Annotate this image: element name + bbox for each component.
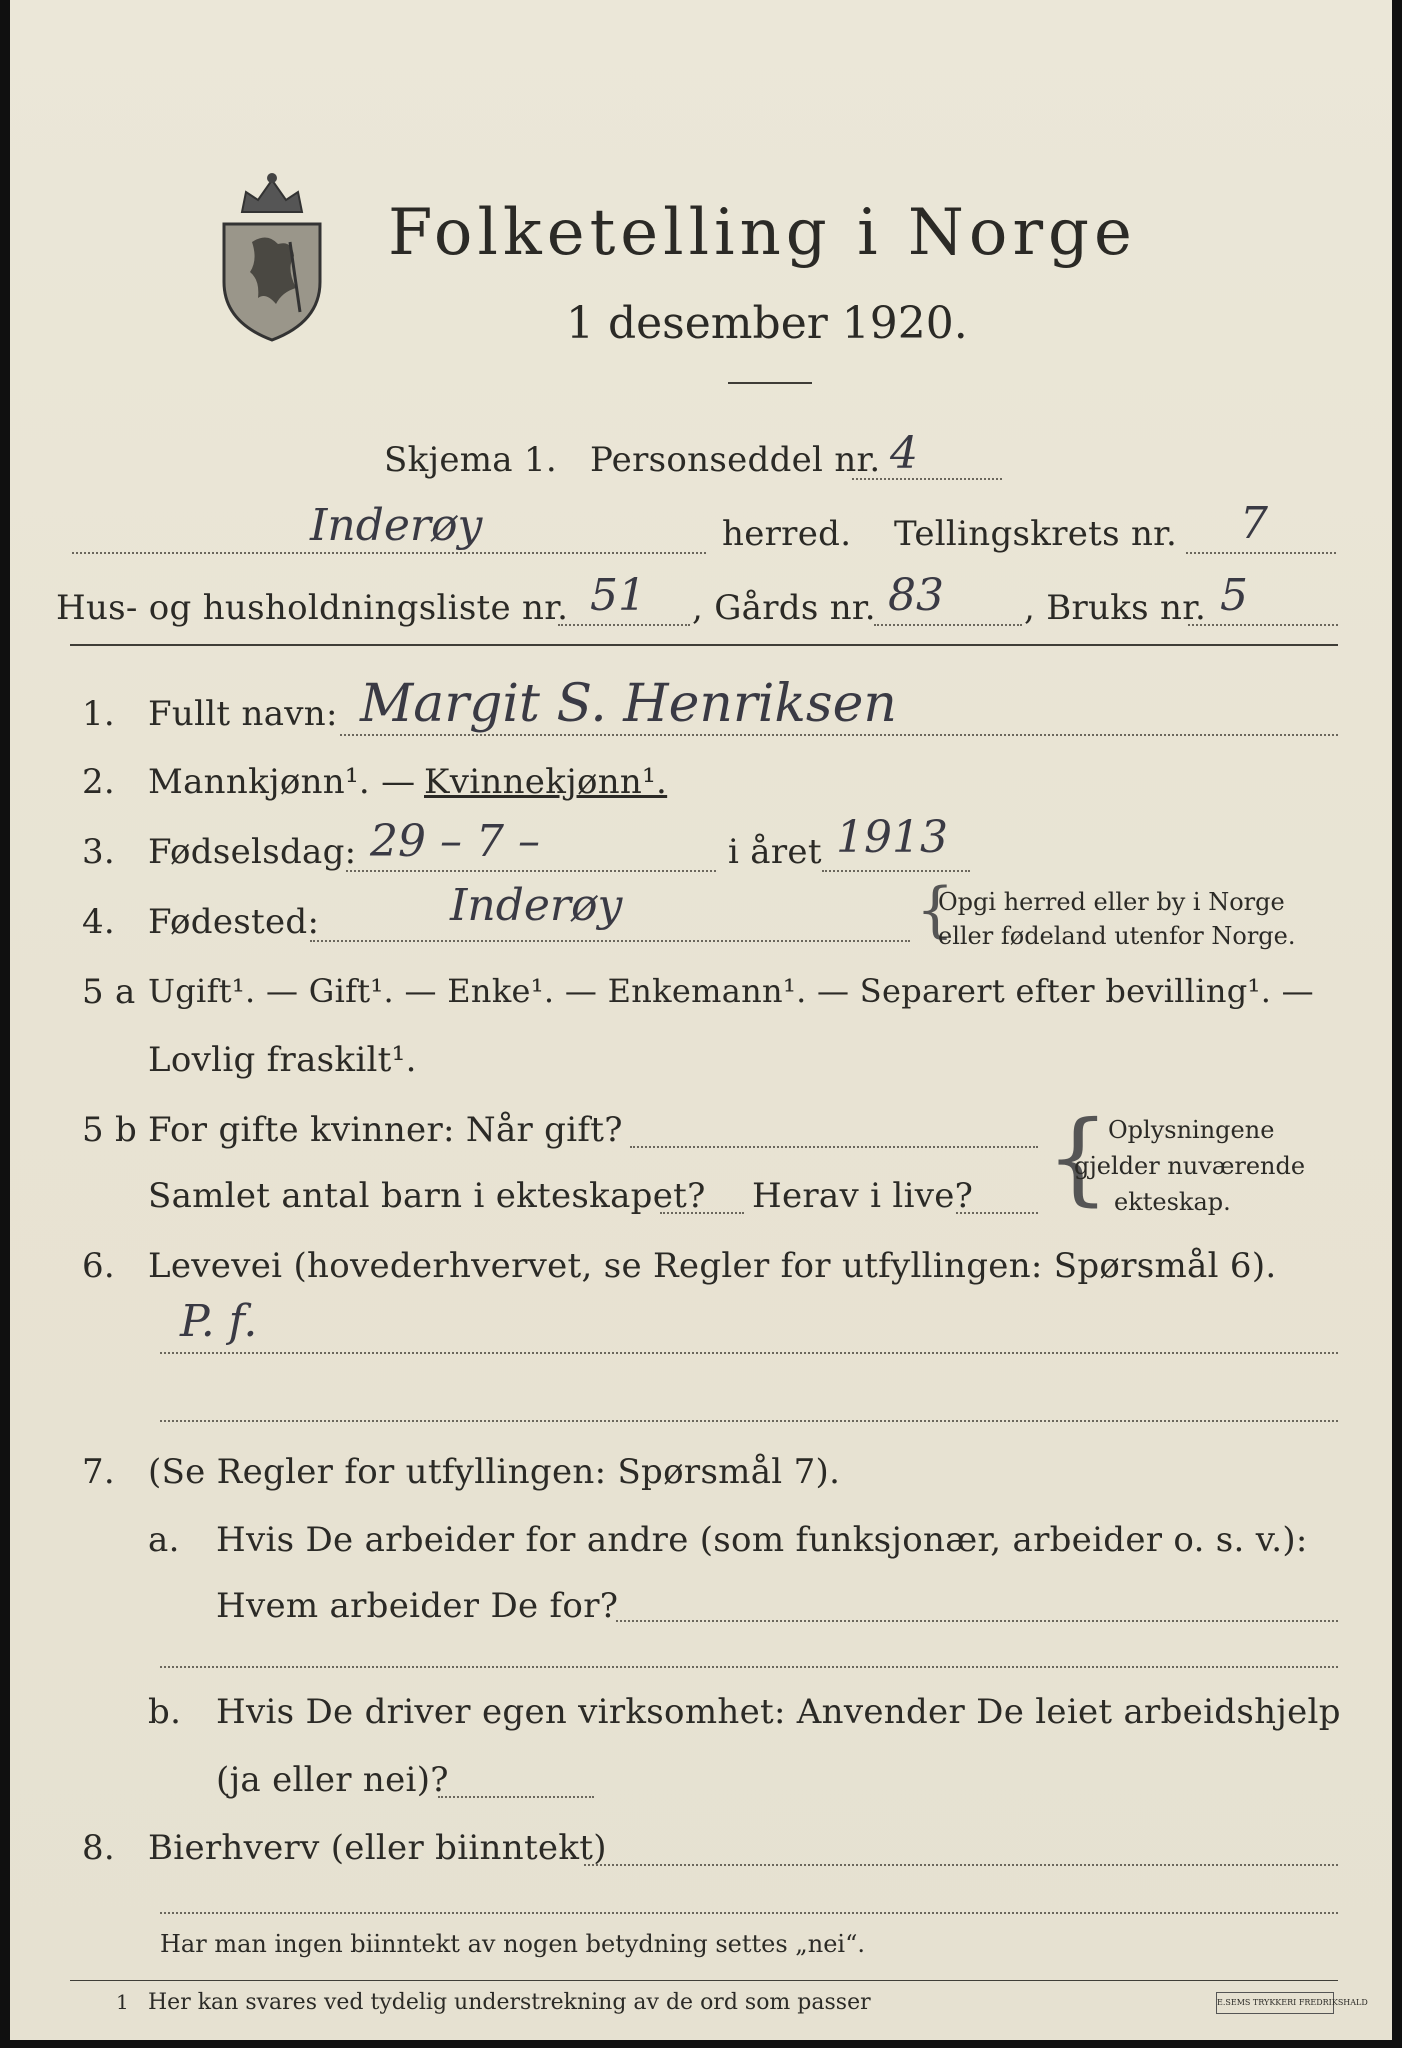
q7a-field-line-1 <box>616 1620 1338 1622</box>
q5b-line1: For gifte kvinner: Når gift? <box>148 1110 623 1150</box>
form-date: 1 desember 1920. <box>566 298 968 349</box>
q4-note-line2: eller fødeland utenfor Norge. <box>938 922 1296 950</box>
q8-label: Bierhverv (eller biinntekt) <box>148 1828 607 1868</box>
q5b-alive-field-line <box>956 1212 1038 1214</box>
footer-note: Har man ingen biinntekt av nogen betydning settes „nei“. <box>160 1930 865 1958</box>
q1-number: 1. <box>82 694 116 734</box>
q2-female: Kvinnekjønn¹. <box>424 762 668 802</box>
footer-divider <box>70 1980 1338 1981</box>
q3-year-label: i året <box>728 832 822 872</box>
q4-brace: { <box>916 875 955 945</box>
q7b-line1: Hvis De driver egen virksomhet: Anvender De leiet arbeidshjelp <box>216 1692 1341 1732</box>
q5a-number: 5 a <box>82 972 136 1012</box>
bruks-label: , Bruks nr. <box>1024 588 1207 628</box>
q7a-letter: a. <box>148 1520 180 1560</box>
q6-field-line-2 <box>160 1420 1338 1422</box>
q2-number: 2. <box>82 762 116 802</box>
q4-label: Fødested: <box>148 902 320 942</box>
q1-label: Fullt navn: <box>148 694 338 734</box>
q2-male: Mannkjønn¹. — <box>148 762 416 802</box>
q1-value: Margit S. Henriksen <box>360 674 897 734</box>
q5b-note-line3: ekteskap. <box>1114 1188 1231 1216</box>
printer-stamp: E.SEMS TRYKKERI FREDRIKSHALD <box>1216 1992 1334 2014</box>
footnote-mark: 1 <box>116 1990 129 2014</box>
q4-field-line <box>310 940 910 942</box>
section-divider <box>70 644 1338 646</box>
q7a-line1: Hvis De arbeider for andre (som funksjonær, arbeider o. s. v.): <box>216 1520 1308 1560</box>
q6-value: P. f. <box>180 1296 258 1347</box>
gards-field-line <box>874 624 1022 626</box>
q5b-line2a: Samlet antal barn i ekteskapet? <box>148 1176 706 1216</box>
q3-year-field-line <box>822 870 970 872</box>
q5b-married-field-line <box>630 1146 1038 1148</box>
q7b-field-line <box>438 1796 594 1798</box>
gards-value: 83 <box>888 570 944 621</box>
q7a-field-line-2 <box>160 1666 1338 1668</box>
schema-label: Skjema 1. <box>384 440 558 480</box>
q3-field-line <box>346 870 716 872</box>
bruks-field-line <box>1188 624 1338 626</box>
q7b-letter: b. <box>148 1692 182 1732</box>
q3-label: Fødselsdag: <box>148 832 357 872</box>
q4-note-line1: Opgi herred eller by i Norge <box>938 888 1285 916</box>
q5a-line2: Lovlig fraskilt¹. <box>148 1040 417 1080</box>
q1-field-line <box>340 734 1338 736</box>
personseddel-value: 4 <box>890 428 918 479</box>
q5b-children-field-line <box>660 1212 744 1214</box>
husliste-value: 51 <box>590 570 646 621</box>
q8-number: 8. <box>82 1828 116 1868</box>
gards-label: , Gårds nr. <box>692 588 876 628</box>
q8-field-line-2 <box>160 1912 1338 1914</box>
q6-field-line-1 <box>160 1352 1338 1354</box>
tellingskrets-value: 7 <box>1240 498 1268 549</box>
personseddel-label: Personseddel nr. <box>590 440 881 480</box>
q7-number: 7. <box>82 1452 116 1492</box>
form-title: Folketelling i Norge <box>388 196 1137 270</box>
herred-value: Inderøy <box>310 500 483 551</box>
q5b-brace: { <box>1046 1099 1110 1216</box>
q7a-line2: Hvem arbeider De for? <box>216 1586 619 1626</box>
q4-number: 4. <box>82 902 116 942</box>
q7-label: (Se Regler for utfyllingen: Spørsmål 7). <box>148 1452 841 1492</box>
tellingskrets-field-line <box>1186 552 1336 554</box>
q3-year-value: 1913 <box>836 812 948 863</box>
q5b-line2b: Herav i live? <box>752 1176 974 1216</box>
husliste-label: Hus- og husholdningsliste nr. <box>56 588 569 628</box>
q5b-note-line1: Oplysningene <box>1108 1116 1275 1144</box>
census-form <box>10 0 1392 2040</box>
q5b-note-line2: gjelder nuværende <box>1074 1152 1306 1180</box>
q5b-number: 5 b <box>82 1110 138 1150</box>
herred-label: herred. <box>722 514 852 554</box>
q5a-line1: Ugift¹. — Gift¹. — Enke¹. — Enkemann¹. — Separert efter bevilling¹. — <box>148 972 1314 1010</box>
q3-value: 29 – 7 – <box>370 816 540 867</box>
title-divider <box>728 382 812 384</box>
bruks-value: 5 <box>1220 570 1248 621</box>
tellingskrets-label: Tellingskrets nr. <box>894 514 1178 554</box>
herred-field-line <box>72 552 706 554</box>
husliste-field-line <box>558 624 690 626</box>
q3-number: 3. <box>82 832 116 872</box>
q8-field-line-1 <box>584 1864 1338 1866</box>
q7b-line2: (ja eller nei)? <box>216 1760 449 1800</box>
coat-of-arms-icon <box>212 172 332 342</box>
q4-value: Inderøy <box>450 880 623 931</box>
q6-label: Levevei (hovederhvervet, se Regler for utfyllingen: Spørsmål 6). <box>148 1246 1277 1286</box>
q6-number: 6. <box>82 1246 116 1286</box>
personseddel-field-line <box>852 478 1002 480</box>
footnote-text: Her kan svares ved tydelig understrekning av de ord som passer <box>148 1990 871 2015</box>
